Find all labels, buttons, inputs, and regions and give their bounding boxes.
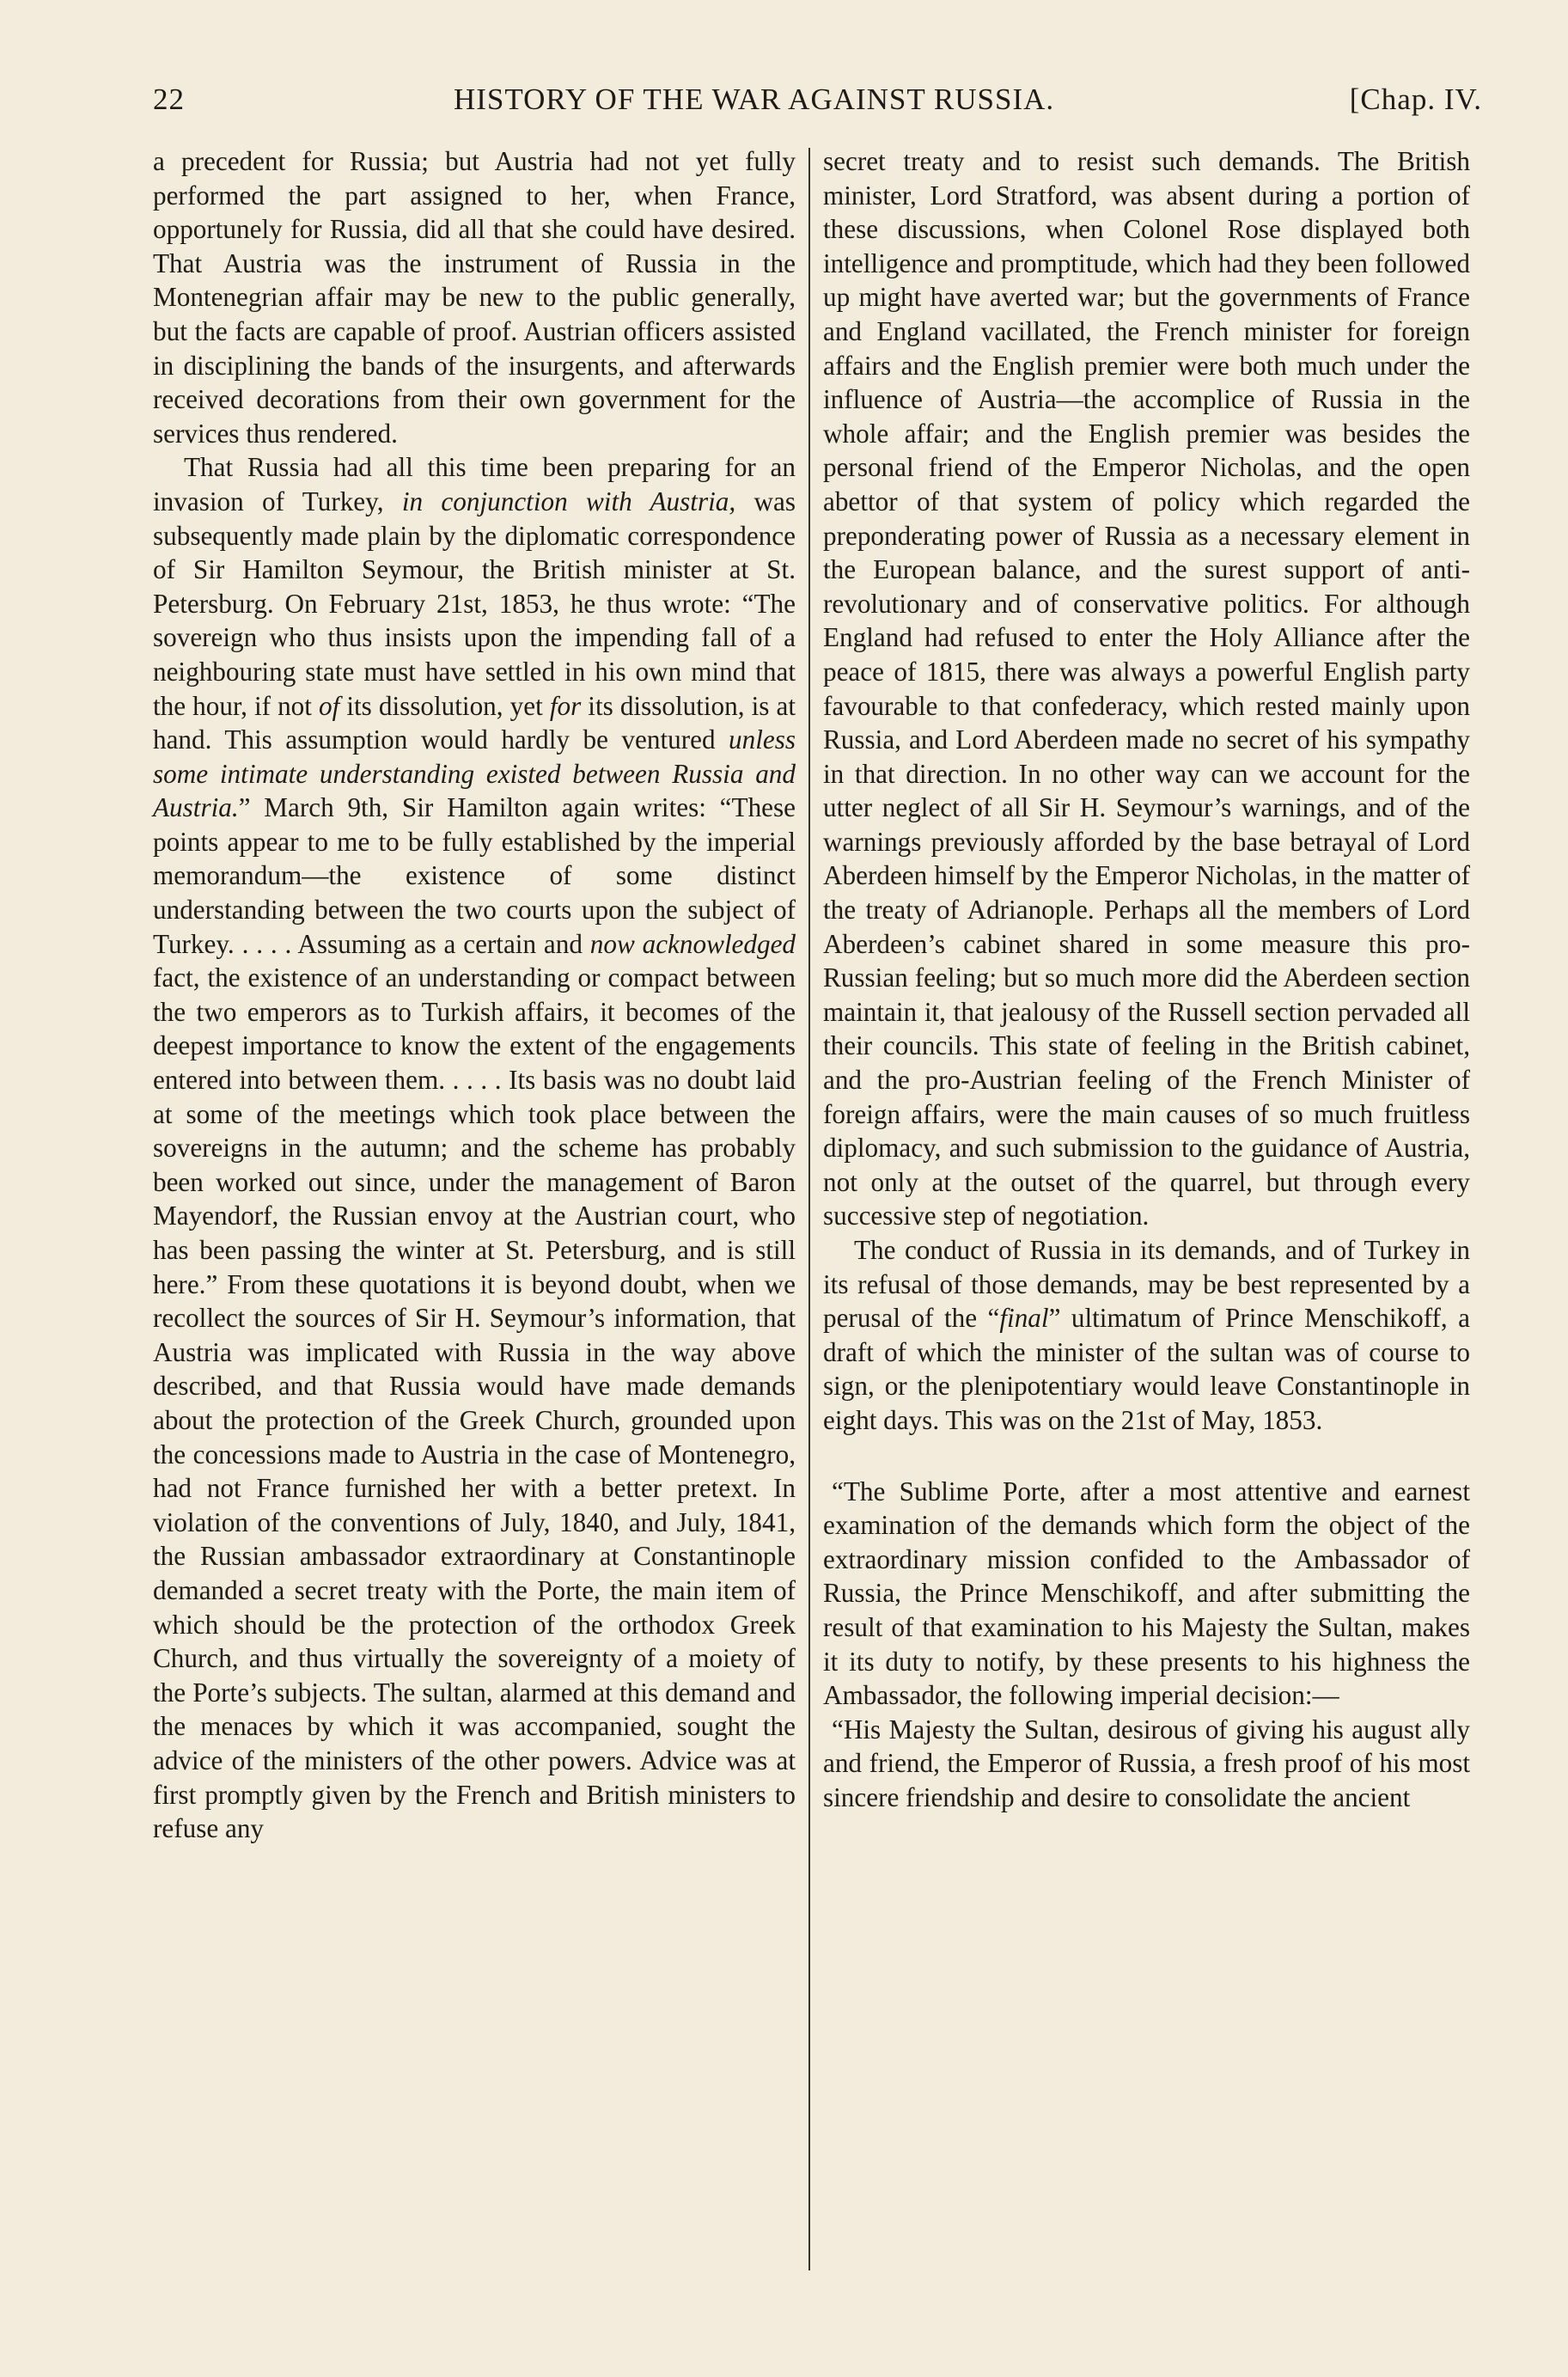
text-run: a precedent for Russia; but Austria had not yet fully performed the part assigned to her, when France, opportunely for Russia, did all that she could have desired. That Austria was the instrument of Russia in the Montenegrian affair may be new to the public generally, but the facts are capable of proof. Austrian officers assisted in disciplining the bands of the insurgents, and afterwards received decorations from their own government for the services thus rendered. <box>153 146 796 449</box>
page-number: 22 <box>153 82 185 116</box>
chapter-label: [Chap. IV. <box>1349 82 1482 116</box>
paragraph <box>153 450 796 1845</box>
paragraph <box>823 144 1470 1233</box>
paragraph <box>153 144 796 450</box>
italic-text: for <box>549 690 582 721</box>
text-run: fact, the existence of an understanding or compact between the two emperors as to Turkish affairs, it becomes of the deepest importance to know the extent of the engagements entered into between them. . . . . Its basis was no doubt laid at some of the meetings which took place between the sovereigns in the autumn; and the scheme has probably been worked out since, under the management of Baron Mayendorf, the Russian envoy at the Austrian court, who has been passing the winter at St. Petersburg, and is still here.” From these quotations it is beyond doubt, when we recollect the sources of Sir H. Seymour’s information, that Austria was implicated with Russia in the way above described, and that Russia would have made demands about the protection of the Greek Church, grounded upon the concessions made to Austria in the case of Montenegro, had not France furnished her with a better pretext. In violation of the conventions of July, 1840, and July, 1841, the Russian ambassador extraordinary at Constantinople demanded a secret treaty with the Porte, the main item of which should be the protection of the orthodox Greek Church, and thus virtually the sovereignty of a moiety of the Porte’s subjects. The sultan, alarmed at this demand and the menaces by which it was accompanied, sought the advice of the ministers of the other powers. Advice was at first promptly given by the French and British ministers to refuse any <box>153 962 796 1844</box>
text-run: its dissolution, yet <box>339 690 550 721</box>
running-title: HISTORY OF THE WAR AGAINST RUSSIA. <box>454 82 1055 116</box>
paragraph <box>823 1233 1470 1438</box>
italic-text: of <box>319 690 340 721</box>
text-run: “His Majesty the Sultan, desirous of giving his august ally and friend, the Emperor of Russia, a fresh proof of his most sincere friendship and desire to consolidate the ancient <box>823 1714 1470 1812</box>
column-divider <box>808 148 810 2270</box>
right-column <box>823 144 1470 1815</box>
text-run: secret treaty and to resist such demands. The British minister, Lord Stratford, was absent during a portion of these discussions, when Colonel Rose displayed both intelligence and promptitude, which had they been followed up might have averted war; but the governments of France and England vacillated, the French minister for foreign affairs and the English premier were both much under the influence of Austria—the accomplice of Russia in the whole affair; and the English premier was besides the personal friend of the Emperor Nicholas, and the open abettor of that system of policy which regarded the preponderating power of Russia as a necessary element in the European balance, and the surest support of anti-revolutionary and of conservative politics. For although England had refused to enter the Holy Alliance after the peace of 1815, there was always a powerful English party favourable to that confederacy, which rested mainly upon Russia, and Lord Aberdeen made no secret of his sympathy in that direction. In no other way can we account for the utter neglect of all Sir H. Seymour’s warnings, and of the warnings previously afforded by the base betrayal of Lord Aberdeen himself by the Emperor Nicholas, in the matter of the treaty of Adrianople. Perhaps all the members of Lord Aberdeen’s cabinet shared in some measure this pro-Russian feeling; but so much more did the Aberdeen section maintain it, that jealousy of the Russell section pervaded all their councils. This state of feeling in the British cabinet, and the pro-Austrian feeling of the French Minister of foreign affairs, were the main causes of so much fruitless diplomacy, and such submission to the guidance of Austria, not only at the outset of the quarrel, but through every successive step of negotiation. <box>823 146 1470 1231</box>
left-column <box>153 144 796 1846</box>
quoted-paragraph <box>823 1713 1470 1815</box>
quoted-paragraph <box>823 1475 1470 1713</box>
text-run: “The Sublime Porte, after a most attentive and earnest examination of the demands which form the object of the extraordinary mission confided to the Ambassador of Russia, the Prince Menschikoff, and after submitting the result of that examination to his Majesty the Sultan, makes it its duty to notify, by these presents to his highness the Ambassador, the following imperial decision:— <box>823 1476 1470 1711</box>
italic-text: unless some intimate understanding existed between Russia and Austria. <box>153 724 796 823</box>
text-run: its dissolution, is at hand. This assumption would hardly be ventured <box>153 690 796 755</box>
text-run: That Russia had all this time been preparing for an invasion of Turkey, <box>153 452 796 516</box>
text-run: ” March 9th, Sir Hamilton again writes: “These points appear to me to be fully established by the imperial memorandum—the existence of some distinct understanding between the two courts upon the subject of Turkey. . . . . Assuming as a certain and <box>153 792 796 959</box>
text-run: was subsequently made plain by the diplomatic correspondence of Sir Hamilton Seymour, the British minister at St. Petersburg. On February 21st, 1853, he thus wrote: “The sovereign who thus insists upon the impending fall of a neighbouring state must have settled in his own mind that the hour, if not <box>153 486 796 721</box>
text-run: The conduct of Russia in its demands, and of Turkey in its refusal of those demands, may be best represented by a perusal of the “ <box>823 1235 1470 1334</box>
text-run: ” ultimatum of Prince Menschikoff, a draft of which the minister of the sultan was of course to sign, or the plenipotentiary would leave Constantinople in eight days. This was on the 21st of May, 1853. <box>823 1303 1471 1435</box>
italic-text: now acknowledged <box>589 928 796 959</box>
running-header <box>153 76 1482 127</box>
italic-text: final <box>999 1303 1049 1334</box>
italic-text: in conjunction with Austria, <box>401 486 736 516</box>
